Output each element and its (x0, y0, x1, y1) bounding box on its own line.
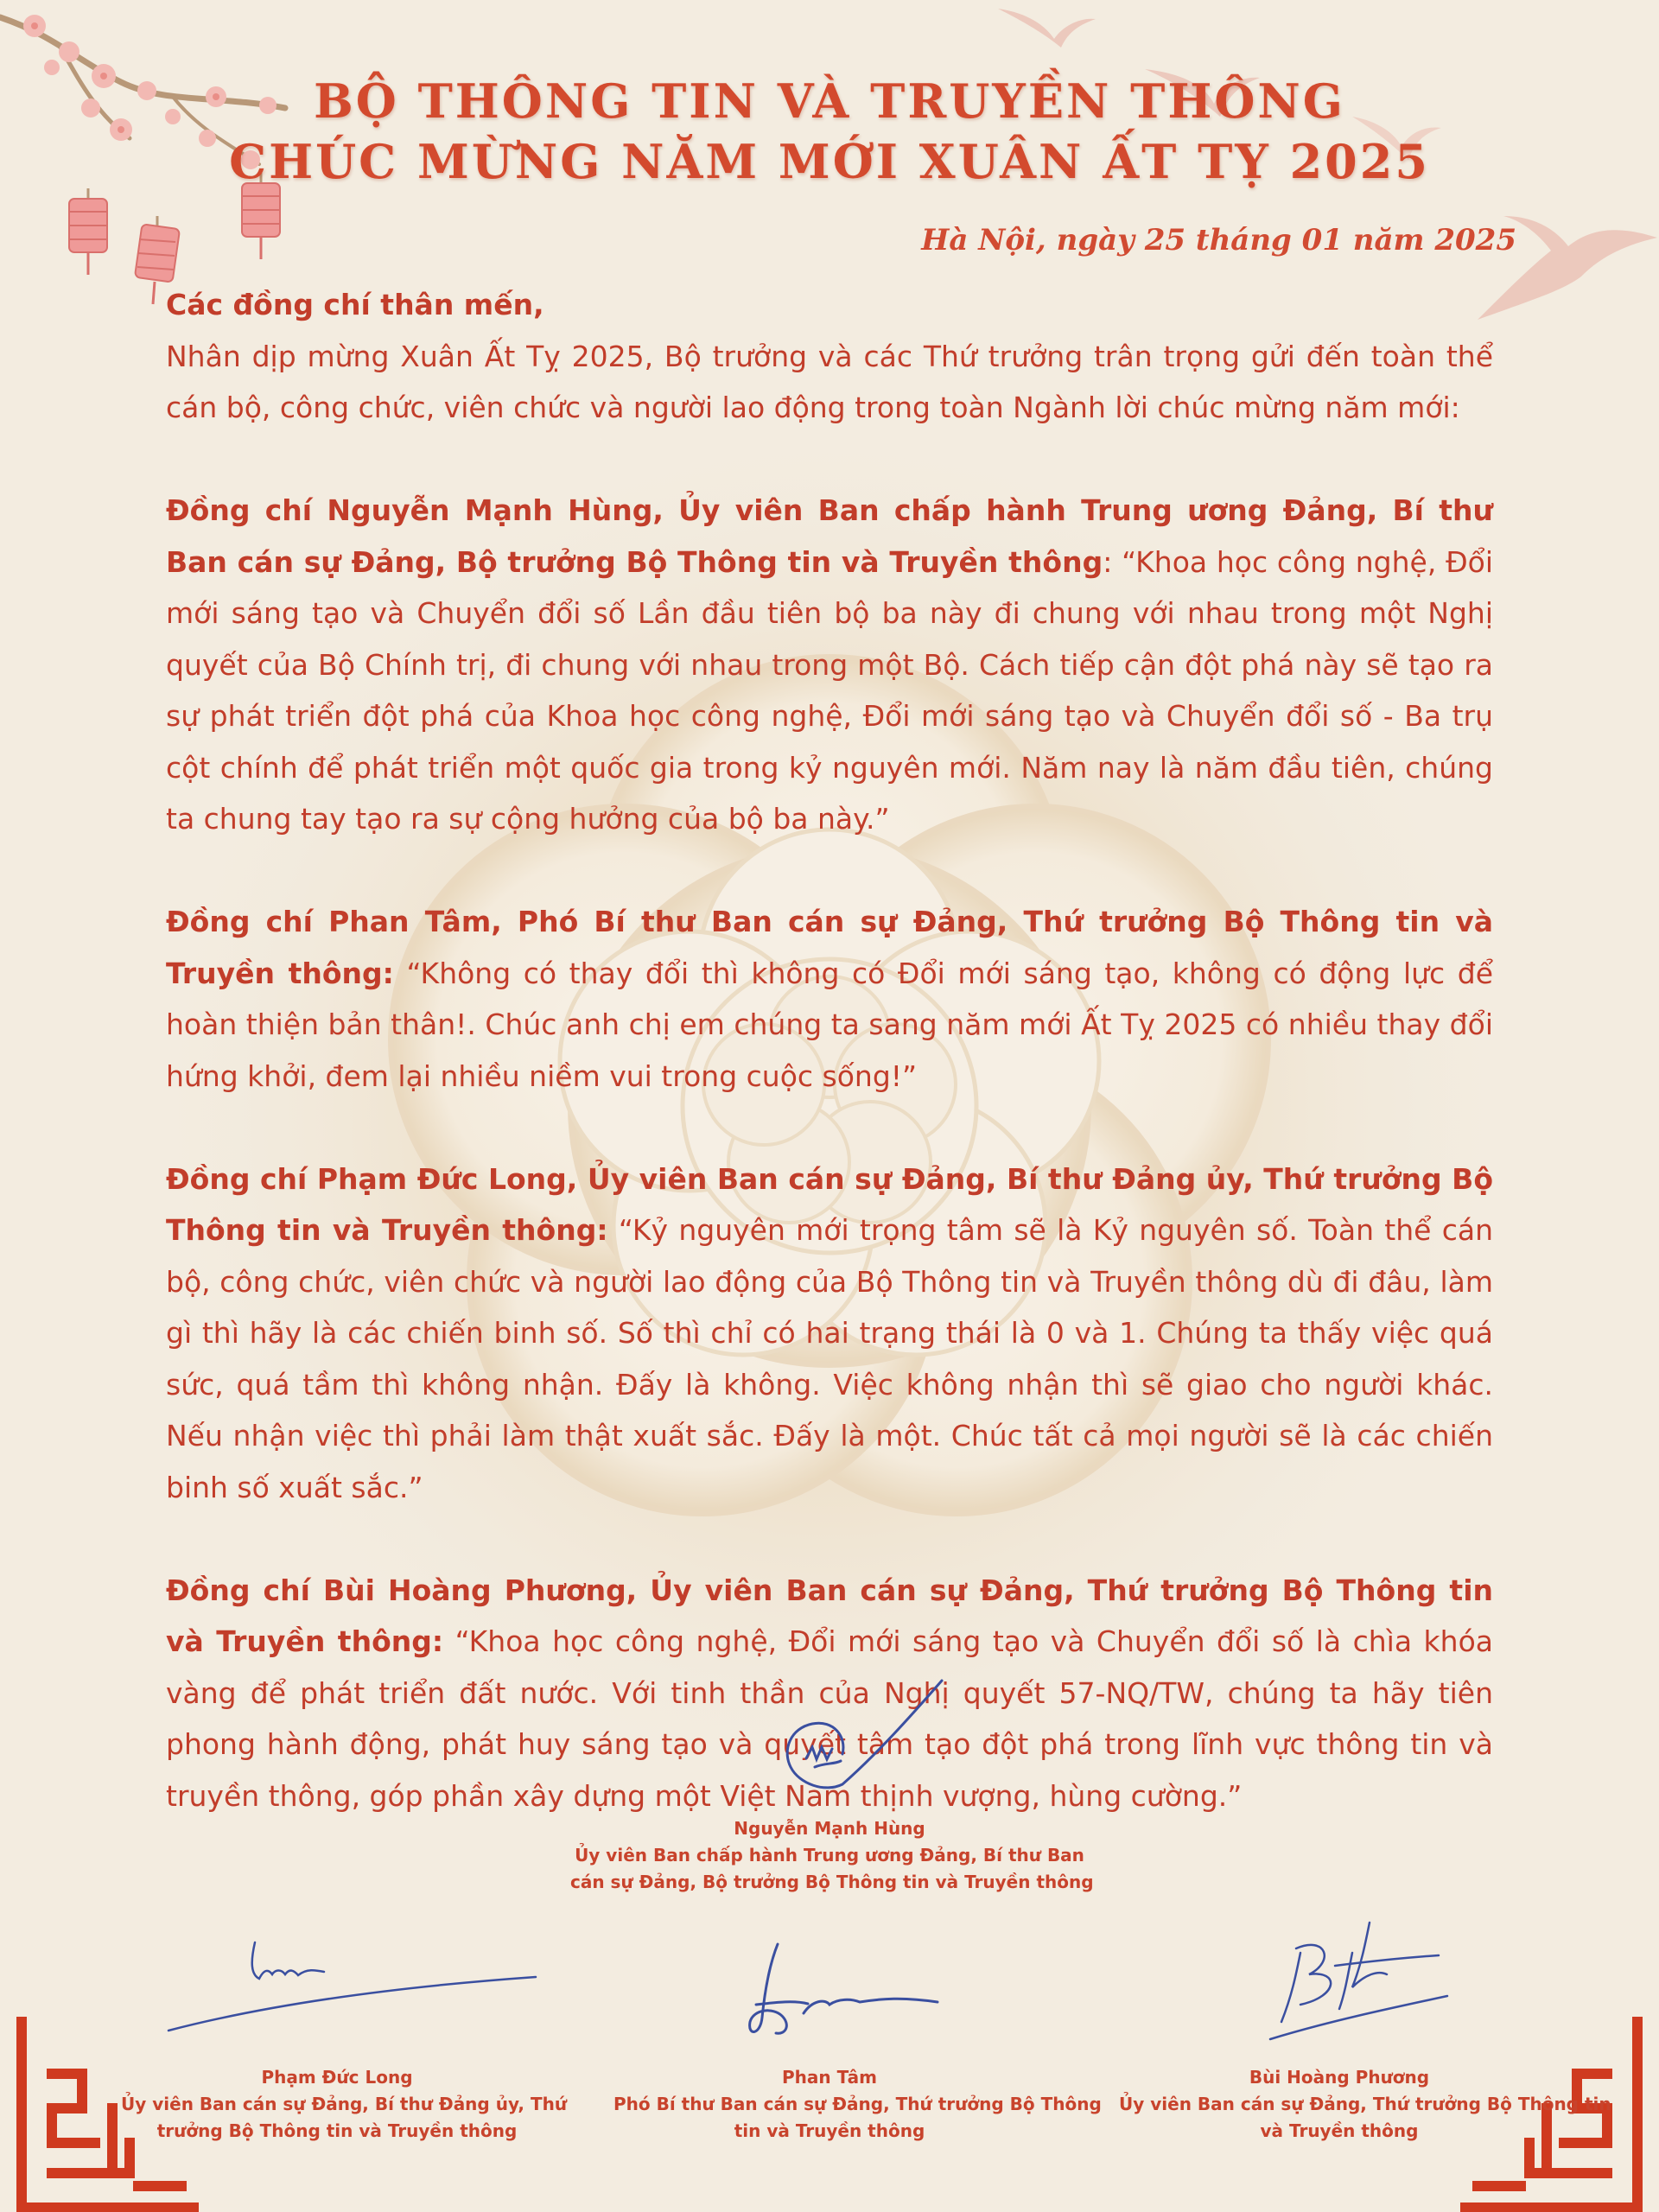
message-paragraph (166, 1154, 1493, 1514)
signature-right (1119, 2064, 1611, 2145)
header-title-line-1: BỘ THÔNG TIN VÀ TRUYỀN THÔNG (314, 73, 1345, 129)
quote-text: “Kỷ nguyên mới trọng tâm sẽ là Kỷ nguyên số. Toàn thể cán bộ, công chức, viên chức và người lao động của Bộ Thông tin và Truyền thông dù đi đâu, làm gì thì hãy là các chiến binh số. Số thì chỉ có hai trạng thái là 0 và 1. Chúng ta thấy việc quá sức, quá tầm thì không nhận. Đấy là không. Việc không nhận thì sẽ giao cho người khác. Nếu nhận việc thì phải làm thật xuất sắc. Đấy là một. Chúc tất cả mọi người sẽ là các chiến binh số xuất sắc.” (166, 1213, 1493, 1504)
swallow-bird-icon (1469, 199, 1659, 328)
signer-name: Nguyễn Mạnh Hùng (734, 1818, 925, 1839)
signer-name: Phạm Đức Long (261, 2067, 413, 2088)
speaker-separator (608, 1213, 619, 1247)
signature-center (613, 2064, 1102, 2145)
signature-main-image (773, 1676, 946, 1797)
speaker-name: Đồng chí Phạm Đức Long, Ủy viên Ban cán sự Đảng, Bí thư Đảng ủy, Thứ trưởng Bộ Thông tin và Truyền thông: (166, 1161, 1493, 1247)
signer-title-line: Ủy viên Ban chấp hành Trung ương Đảng, Bí thư Ban (575, 1845, 1084, 1866)
message-paragraph (166, 896, 1493, 1102)
signer-title-line: Ủy viên Ban cán sự Đảng, Bí thư Đảng ủy, Thứ (121, 2094, 568, 2114)
header-title-line-2: CHÚC MỪNG NĂM MỚI XUÂN ẤT TỴ 2025 (229, 134, 1430, 189)
signer-title-line: tin và Truyền thông (734, 2120, 925, 2141)
swallow-bird-icon (994, 0, 1097, 52)
signer-title-line: và Truyền thông (1260, 2120, 1419, 2141)
speaker-separator: : (1103, 544, 1122, 579)
signer-title-line: Phó Bí thư Ban cán sự Đảng, Thứ trưởng Bộ Thông (613, 2094, 1102, 2114)
signer-name: Bùi Hoàng Phương (1249, 2067, 1430, 2088)
signer-name: Phan Tâm (782, 2067, 877, 2088)
dateline: Hà Nội, ngày 25 tháng 01 năm 2025 (921, 223, 1516, 257)
signature-right-image (1266, 1914, 1465, 2044)
signer-title-line: Ủy viên Ban cán sự Đảng, Thứ trưởng Bộ Thông tin (1119, 2094, 1611, 2114)
speaker-name: Đồng chí Nguyễn Mạnh Hùng, Ủy viên Ban chấp hành Trung ương Đảng, Bí thư Ban cán sự Đảng, Bộ trưởng Bộ Thông tin và Truyền thông (166, 493, 1493, 579)
speaker-name: Đồng chí Phan Tâm, Phó Bí thư Ban cán sự Đảng, Thứ trưởng Bộ Thông tin và Truyền thông: (166, 905, 1493, 990)
quote-text: “Không có thay đổi thì không có Đổi mới sáng tạo, không có động lực để hoàn thiện bản thân!. Chúc anh chị em chúng ta sang năm mới Ất Tỵ 2025 có nhiều thay đổi hứng khởi, đem lại nhiều niềm vui trong cuộc sống!” (166, 956, 1494, 1093)
speaker-separator (394, 957, 407, 990)
signature-left (121, 2064, 568, 2145)
lantern-icon (62, 188, 114, 279)
intro-paragraph: Nhân dịp mừng Xuân Ất Tỵ 2025, Bộ trưởng và các Thứ trưởng trân trọng gửi đến toàn thể cán bộ, công chức, viên chức và người lao động trong toàn Ngành lời chúc mừng năm mới: (166, 339, 1493, 424)
quote-text: “Khoa học công nghệ, Đổi mới sáng tạo và Chuyển đổi số Lần đầu tiên bộ ba này đi chung với nhau trong một Nghị quyết của Bộ Chính trị, đi chung với nhau trong một Bộ. Cách tiếp cận đột phá này sẽ tạo ra sự phát triển đột phá của Khoa học công nghệ, Đổi mới sáng tạo và Chuyển đổi số - Ba trụ cột chính để phát triển một quốc gia trong kỷ nguyên mới. Năm nay là năm đầu tiên, chúng ta chung tay tạo ra sự cộng hưởng của bộ ba này.” (166, 544, 1494, 836)
quote-text: “Khoa học công nghệ, Đổi mới sáng tạo và Chuyển đổi số là chìa khóa vàng để phát triển đất nước. Với tinh thần của Nghị quyết 57-NQ/TW, chúng ta hãy tiên phong hành động, phát huy sáng tạo và quyết tâm tạo đột phá trong lĩnh vực thông tin và truyền thông, góp phần xây dựng một Việt Nam thịnh vượng, hùng cường.” (166, 1624, 1493, 1813)
signer-title-line: cán sự Đảng, Bộ trưởng Bộ Thông tin và Truyền thông (570, 1872, 1094, 1892)
signature-left-image (164, 1936, 553, 2039)
signer-title-line: trưởng Bộ Thông tin và Truyền thông (156, 2120, 518, 2141)
speaker-name: Đồng chí Bùi Hoàng Phương, Ủy viên Ban cán sự Đảng, Thứ trưởng Bộ Thông tin và Truyền thông: (166, 1573, 1493, 1658)
signature-main (570, 1815, 1094, 1896)
letter-body (166, 279, 1493, 1821)
message-paragraph (166, 485, 1493, 845)
signature-center-image (743, 1940, 942, 2044)
salutation: Các đồng chí thân mến, (166, 288, 544, 321)
speaker-separator (443, 1624, 455, 1658)
